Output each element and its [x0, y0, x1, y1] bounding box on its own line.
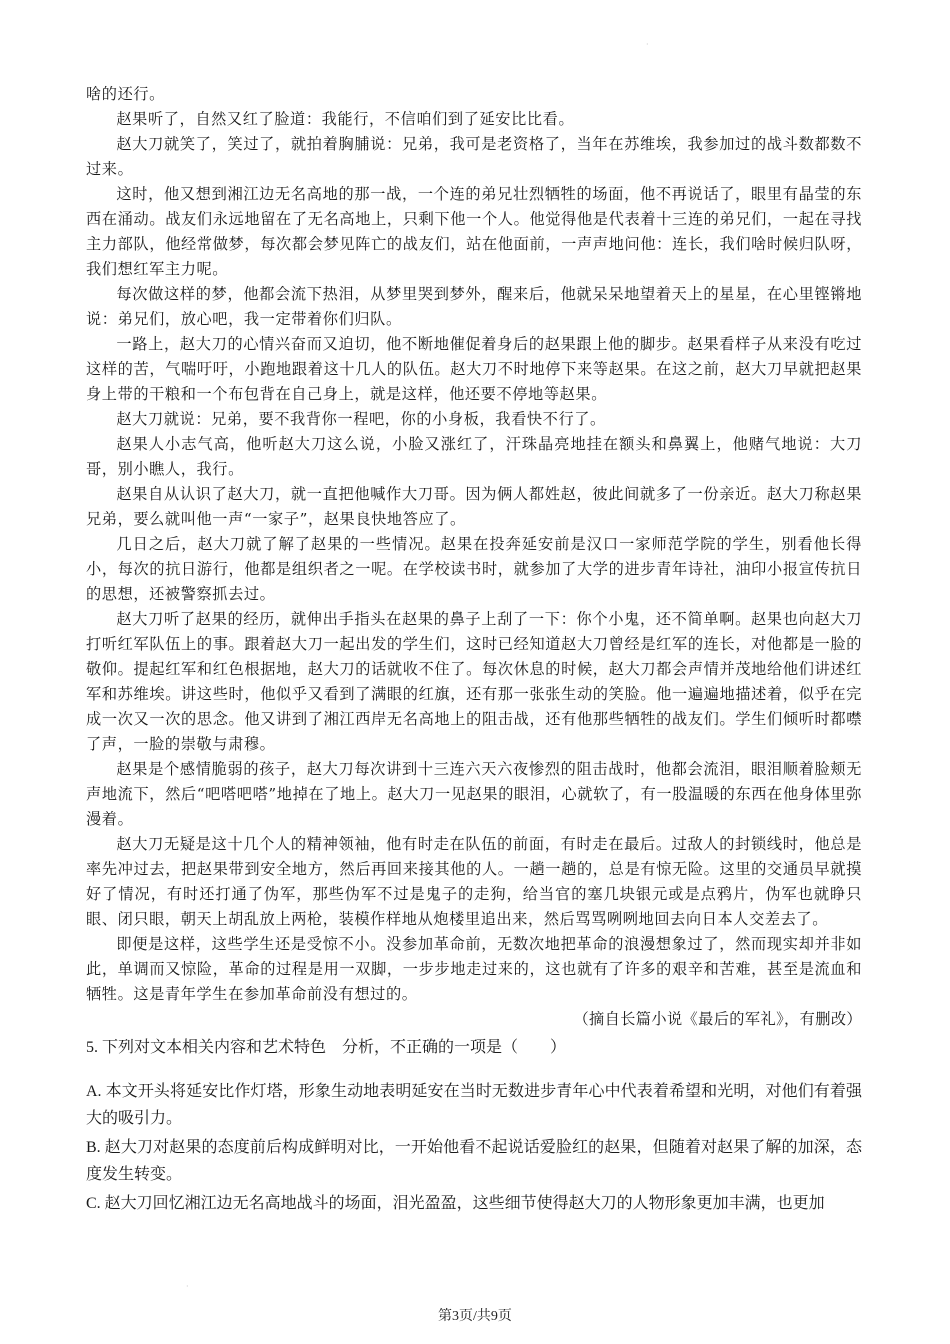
options-list: [86, 1078, 862, 1217]
document-body: [86, 82, 862, 1219]
answer-option: A. 本文开头将延安比作灯塔，形象生动地表明延安在当时无数进步青年心中代表着希望和光明，对他们有着强大的吸引力。: [86, 1083, 862, 1127]
paragraph: 这时，他又想到湘江边无名高地的那一战，一个连的弟兄壮烈牺牲的场面，他不再说话了，眼里有晶莹的东西在涌动。战友们永远地留在了无名高地上，只剩下他一个人。他觉得他是代表着十三连的弟兄们，一起在寻找主力部队，他经常做梦，每次都会梦见阵亡的战友们，站在他面前，一声声地问他：连长，我们啥时候归队呀，我们想红军主力呢。: [86, 185, 862, 278]
question-stem: 5. 下列对文本相关内容和艺术特色 分析，不正确的一项是（ ）: [86, 1039, 567, 1056]
page-footer: 第3页/共9页: [438, 1309, 512, 1324]
paragraph: 赵大刀就笑了，笑过了，就拍着胸脯说：兄弟，我可是老资格了，当年在苏维埃，我参加过的战斗数都数不过来。: [86, 135, 862, 178]
passage: [86, 82, 862, 1007]
scan-dot: ·: [646, 40, 649, 49]
paragraph: 赵果自从认识了赵大刀，就一直把他喊作大刀哥。因为俩人都姓赵，彼此间就多了一份亲近。赵大刀称赵果兄弟，要么就叫他一声“一家子”，赵果良快地答应了。: [86, 485, 862, 528]
paragraph: 几日之后，赵大刀就了解了赵果的一些情况。赵果在投奔延安前是汉口一家师范学院的学生，别看他长得小，每次的抗日游行，他都是组织者之一呢。在学校读书时，就参加了大学的进步青年诗社，油印小报宣传抗日的思想，还被警察抓去过。: [86, 535, 862, 603]
paragraph: 赵果听了，自然又红了脸道：我能行，不信咱们到了延安比比看。: [116, 110, 575, 128]
paragraph: 赵大刀无疑是这十几个人的精神领袖，他有时走在队伍的前面，有时走在最后。过敌人的封锁线时，他总是率先冲过去，把赵果带到安全地方，然后再回来接其他的人。一趟一趟的，总是有惊无险。这里的交通员早就摸好了情况，有时还打通了伪军，那些伪军不过是鬼子的走狗，给当官的塞几块银元或是点鸦片，伪军也就睁只眼、闭只眼，朝天上胡乱放上两枪，装模作样地从炮楼里追出来，然后骂骂咧咧地回去向日本人交差去了。: [86, 835, 862, 928]
paragraph: 啥的还行。: [86, 85, 165, 103]
answer-option: C. 赵大刀回忆湘江边无名高地战斗的场面，泪光盈盈，这些细节使得赵大刀的人物形象更加丰满，也更加: [86, 1195, 825, 1212]
answer-option: B. 赵大刀对赵果的态度前后构成鲜明对比，一开始他看不起说话爱脸红的赵果，但随着对赵果了解的加深，态度发生转变。: [86, 1139, 862, 1183]
paragraph: 赵大刀就说：兄弟，要不我背你一程吧，你的小身板，我看快不行了。: [116, 410, 606, 428]
paragraph: 赵果人小志气高，他听赵大刀这么说，小脸又涨红了，汗珠晶亮地挂在额头和鼻翼上，他赌气地说：大刀哥，别小瞧人，我行。: [86, 435, 862, 478]
scan-dot: ·: [186, 1282, 189, 1291]
paragraph: 赵果是个感情脆弱的孩子，赵大刀每次讲到十三连六天六夜惨烈的阻击战时，他都会流泪，眼泪顺着脸颊无声地流下，然后“吧嗒吧嗒”地掉在了地上。赵大刀一见赵果的眼泪，心就软了，有一股温暖的东西在他身体里弥漫着。: [86, 760, 862, 828]
paragraph: 每次做这样的梦，他都会流下热泪，从梦里哭到梦外，醒来后，他就呆呆地望着天上的星星，在心里铿锵地说：弟兄们，放心吧，我一定带着你们归队。: [86, 285, 862, 328]
source-citation: （摘自长篇小说《最后的军礼》，有删改）: [573, 1010, 862, 1028]
paragraph: 赵大刀听了赵果的经历，就伸出手指头在赵果的鼻子上刮了一下：你个小鬼，还不简单啊。赵果也向赵大刀打听红军队伍上的事。跟着赵大刀一起出发的学生们，这时已经知道赵大刀曾经是红军的连长，对他都是一脸的敬仰。提起红军和红色根据地，赵大刀的话就收不住了。每次休息的时候，赵大刀都会声情并茂地给他们讲述红军和苏维埃。讲这些时，他似乎又看到了满眼的红旗，还有那一张张生动的笑脸。他一遍遍地描述着，似乎在完成一次又一次的思念。他又讲到了湘江西岸无名高地上的阻击战，还有他那些牺牲的战友们。学生们倾听时都噤了声，一脸的崇敬与肃穆。: [86, 610, 862, 753]
paragraph: 即便是这样，这些学生还是受惊不小。没参加革命前，无数次地把革命的浪漫想象过了，然而现实却并非如此，单调而又惊险，革命的过程是用一双脚，一步步地走过来的，这也就有了许多的艰辛和苦难，甚至是流血和牺牲。这是青年学生在参加革命前没有想过的。: [86, 935, 862, 1003]
paragraph: 一路上，赵大刀的心情兴奋而又迫切，他不断地催促着身后的赵果跟上他的脚步。赵果看样子从来没有吃过这样的苦，气喘吁吁，小跑地跟着这十几人的队伍。赵大刀不时地停下来等赵果。在这之前，赵大刀早就把赵果身上带的干粮和一个布包背在自己身上，就是这样，他还要不停地等赵果。: [86, 335, 862, 403]
